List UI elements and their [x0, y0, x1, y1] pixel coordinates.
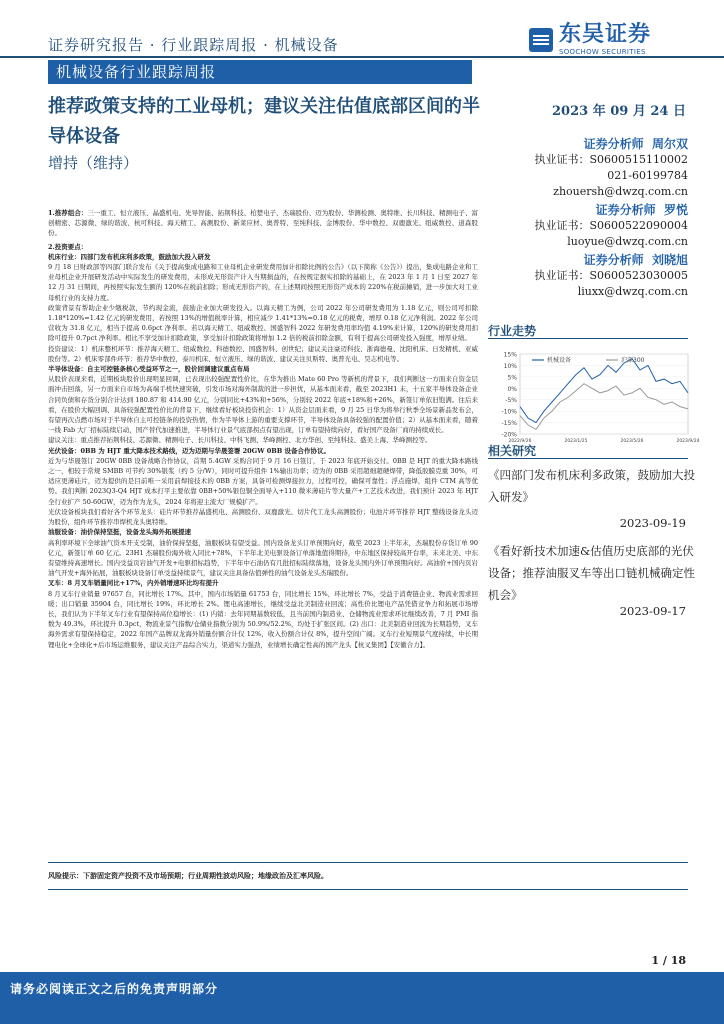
- body-paragraph: 光伏设备板块我们看好各个环节龙头：硅片环节推荐晶盛机电、高测股份、双鹿激光、切片代工龙头高测股份；电池片环节推荐 HJT 整线设备龙头迈为股份，组件环节推荐串焊机龙头奥特维。: [48, 507, 478, 527]
- body-paragraph: 投资建议：1）机床整机环节：推荐海天精工、纽威数控、科德数控、国盛智科、创世纪；建议关注豪迈科技、浙海德曼、沈阳机床、日发精机、亚威股份等。2）机床零部件环节：推荐华中数控，泰川机床、恒立液压、绿的谐波、建议关注贝斯特、奥普光电、昊志机电等。: [48, 344, 478, 363]
- chart-ytick-label: 10%: [503, 362, 517, 370]
- related-item-title[interactable]: 《四部门发布机床利多政策，鼓励加大投入研发》: [488, 468, 695, 504]
- related-item-date: 2023-09-17: [619, 604, 686, 618]
- chart-xtick-label: 2023/9/24: [676, 439, 700, 444]
- analyst-phone: 021-60199784: [607, 169, 688, 182]
- chart-ytick-label: -15%: [501, 420, 517, 428]
- chart-xtick-label: 2022/9/26: [508, 439, 532, 444]
- analyst-card: [498, 136, 688, 200]
- body-paragraph: 8 月叉车行业销量 97657 台，同比增长 17%。其中，国内市场销量 61753 台，同比增长 15%，环比增长 7%，受益于消费链企业、物流业需求回暖；出口销量 35904 台，同比增长 19%，环比增长 2%。锂电高速增长，继续受益北美制造业回流；高性价比锂电产品凭借竞争力和拓展市场增长，我们认为下半年叉车行业有望保持高位稳增长：(1) 内销：去年同期基数较低，且当前国内制造业、仓储物流业需求环比继续改善，7 月 PMI 指数为 49.3%，环比提升 0.3pct，物流业景气指数/仓储业指数分别为 50.9%/52.2%，均处于扩张区间。(2) 出口：北美制造业回流为长期趋势，叉车海外需求有望保持稳定，2022 年国产品牌双龙海外销量份额合计仅 12%，收入份额合计仅 8%，提升空间广阔。叉车行业短期景气度持续，中长期锂电化+全球化+后市场运维服务，建议关注产品综合实力，渠道实力强劲，业绩增长确定性高的国产龙头【杭叉集团】【安徽合力】。: [48, 589, 478, 649]
- company-logo: [528, 24, 651, 56]
- header-rule: [0, 56, 724, 58]
- analyst-cert: 执业证书：S0600523030005: [534, 269, 688, 282]
- related-item-date: 2023-09-19: [619, 516, 686, 530]
- section-heading: 2.投资要点：: [48, 242, 88, 251]
- related-label: 相关研究: [488, 444, 537, 458]
- chart-ytick-label: 15%: [503, 351, 517, 359]
- analyst-card: [498, 202, 688, 250]
- header-breadcrumb: 证券研究报告 · 行业跟踪周报 · 机械设备: [48, 36, 339, 54]
- section-heading: 半导体设备：自主可控链条核心受益环节之一，股价回调建议重点布局: [48, 365, 250, 374]
- chart-ytick-label: -5%: [505, 397, 517, 405]
- analyst-list: [498, 136, 688, 302]
- analyst-email[interactable]: luoyue@dwzq.com.cn: [567, 235, 688, 248]
- related-rule: [488, 458, 688, 459]
- analyst-name: 证券分析师 罗悦: [595, 203, 688, 217]
- trend-chart: [488, 342, 720, 452]
- body-paragraph: 高利率环境下全球油气资本开支受制，油价保持坚挺，油服板块有望受益。国内设备龙头订单预期向好，截至 2023 上半年末，杰瑞股份存货订单 90 亿元，新签订单 60 亿元。23H1 杰瑞股份海外收入同比+78%，下半年北美电驱设备订单落地值得期待，中东地区保持较高开台率，未来北美、中东有望维持高速增长。国内受益页岩油气开发+电驱招标趋势，下半年中石油仍有几批招标陆续落地，设备龙头国内外订单预期向好。高油价+国内页岩油气开发+海外拓展，油服板块设备订单受益持续景气，建议关注具备估值弹性的油气设备龙头杰瑞股份。: [48, 538, 478, 578]
- chart-legend-label: 沪深300: [621, 357, 645, 364]
- trend-label: 行业走势: [488, 324, 537, 338]
- body-paragraph: 建议关注：重点推荐拓荆科技、芯源微、精测电子、长川科技、中科飞测、华峰测控、北方华创、至纯科技、盛美上海、华峰测控等。: [48, 436, 432, 445]
- chart-frame: [520, 354, 688, 434]
- chart-ytick-label: 0%: [507, 385, 517, 393]
- rating: 增持（维持）: [48, 154, 139, 172]
- section-heading: 叉车：8 月叉车销量同比+17%，内外销增速环比均有提升: [48, 579, 219, 588]
- chart-xtick-label: 2023/1/25: [564, 439, 588, 444]
- analyst-email[interactable]: zhouersh@dwzq.com.cn: [553, 185, 688, 198]
- body-paragraph: 9 月 18 日财政部等四部门联合发布《关于提高集成电路和工业母机企业研发费用加计扣除比例的公告》（以下简称《公告》）提出，集成电路企业和工业母机企业开展研发活动中实际发生的研发费用，未形成无形资产计入当期损益的，在按规定据实扣除的基础上，在 2023 年 1 月 1 日至 2027 年 12 月 31 日期间，再按照实际发生额的 120%在税前扣除；形成无形资产的，在上述期间按照无形资产成本的 220%在税前摊销，进一步加大对工业母机行业的支持力度。: [48, 263, 478, 302]
- page-number: 1 / 18: [651, 954, 686, 967]
- analyst-cert: 执业证书：S0600515110002: [534, 153, 688, 166]
- risk-warning: 风险提示：下游固定资产投资不及市场预期；行业周期性波动风险；地缘政治及汇率风险。: [48, 862, 688, 890]
- body-paragraph: 从股价表现来看，近期板块股价出现明显回调，已表现出较强配置性价比，在华为推出 Mate 60 Pro 等新机的背景下，我们判断这一方面来自资金层面冲击回落，另一方面来自市场为高端手机快速突破，引发市场对海外制裁的进一步担忧，从基本面来看，截至 2023H1 末，十五家半导体设备企业合同负债和存货分别合计达到 180.87 和 414.90 亿元，分别同比+43%和+56%，分别较 2022 年底+18%和+26%，新签订单依旧饱满。往后来看，在股价大幅回调、具备较强配置性价比的背景下，继续看好板块投资机会：1）从资金层面来看，9 月 25 日华为将举行秋季全场景新品发布会，有望再次点燃市场对于半导体自主可控链条的投资热情，作为半导体上游的重要支撑环节，半导体设备具备较强的配置价值；2）从基本面来看，随着一线 Fab 大厂招标陆续启动，国产替代加速推进，半导体行业景气底部拐点有望出现，订单有望持续向好，看好国产设备厂商的持续成长。: [48, 375, 478, 435]
- logo-en-text: SOOCHOW SECURITIES: [559, 48, 646, 56]
- chart-ytick-label: 5%: [507, 374, 517, 382]
- body-paragraph: 近为与华晟签订 20GW 0BB 设备战略合作协议，首期 5.4GW 采购合同于 9 月 16 日签订，于 2023 年底开始交付。0BB 是 HJT 的重大降本路线之一，相较于常规 SMBB 可节约 30%银浆（约 5 分/W），同时可提升组件 1%输出功率；迈为的 0BB 采用超细超硬焊带，降低胶膜克重 30%，可适应更薄硅片，迈为提供的是目前唯一采用前焊接技术的 0BB 方案，具备可检测焊接拉力，过程可控，确保可靠性；浮点施焊，组件 CTM 高等优势。我们判断 2023Q3-Q4 HJT 成本打平主要依靠 0BB+50%银包铜全面导入+110 微米薄硅片等大量产+工艺技术改进，我们预计 2023 年 HJT 全行业扩产 50-60GW，迈为作为龙头，2024 年将迎主流大厂规模扩产。: [48, 456, 478, 506]
- report-banner: 机械设备行业跟踪周报: [48, 60, 472, 84]
- chart-ytick-label: -10%: [501, 408, 517, 416]
- chart-legend-label: 机械设备: [547, 357, 572, 364]
- logo-mark-icon: [528, 27, 554, 53]
- section-heading: 油服设备：油价保持坚挺，设备龙头海外拓展提速: [48, 528, 191, 537]
- chart-ytick-label: -20%: [501, 431, 517, 439]
- report-body: [48, 208, 478, 848]
- section-heading: 机床行业：四部门发布机床利多政策，鼓励加大投入研发: [48, 252, 211, 261]
- logo-cn-text: 东吴证券: [559, 22, 652, 47]
- body-paragraph: 政策背景有帮助企业少缴税款，节约现金流，鼓励企业加大研发投入。以海天精工为例，公司 2022 年公司研发费用为 1.18 亿元，则公司可扣除 1.18*120%=1.42 亿元的研发费用，若按照 13%的增值税率计算，相应减少 1.41*13%=0.18 亿元的税费，增厚 0.18 亿元净利润。2022 年公司营收为 31.8 亿元，相当于提高 0.6pct 净利率。若以海天精工、纽威数控、国盛智科 2022 年研发费用率均值 4.19%来计算，120%的研发费用扣除可提升 0.7pct 净利率。相比不享受加计扣除政策，享受加计扣除政策将增加 1.2 倍的税前扣除金额，有利于提高公司研发投入强度，增厚业绩。: [48, 303, 478, 343]
- recommend-paragraph: 1.推荐组合：三一重工、恒立液压、晶盛机电、先导智能、拓荆科技、柏楚电子、杰瑞股份、迈为股份、华测检测、奥特维、长川科技、精测电子、富创精密、芯源微、绿的谐波、杭可科技、海天精工、高测股份、新莱应材、奥普特、至纯科技、金博股份、华中数控、双鹿激光、纽威数控、道森股份。: [48, 209, 478, 238]
- analyst-cert: 执业证书：S0600522090004: [534, 219, 688, 232]
- section-heading: 光伏设备：0BB 为 HJT 重大降本技术路线，迈为迈期与华晟签署 20GW 0BB 设备合作协议。: [48, 446, 331, 455]
- analyst-email[interactable]: liuxx@dwzq.com.cn: [577, 285, 688, 298]
- chart-series-line: [520, 359, 688, 423]
- analyst-name: 证券分析师 周尔双: [583, 137, 688, 151]
- footer-disclaimer[interactable]: 请务必阅读正文之后的免责声明部分: [10, 982, 219, 996]
- footer-bar: [0, 972, 724, 1024]
- analyst-card: [498, 252, 688, 300]
- related-item-title[interactable]: 《看好新技术加速&估值历史底部的光伏设备；推荐油服叉车等出口链机械确定性机会》: [488, 544, 695, 602]
- report-date: 2023 年 09 月 24 日: [552, 104, 686, 119]
- report-title: 推荐政策支持的工业母机；建议关注估值底部区间的半导体设备: [48, 96, 480, 147]
- trend-rule: [488, 338, 688, 339]
- chart-xtick-label: 2023/5/26: [620, 439, 644, 444]
- analyst-name: 证券分析师 刘晓旭: [583, 253, 688, 267]
